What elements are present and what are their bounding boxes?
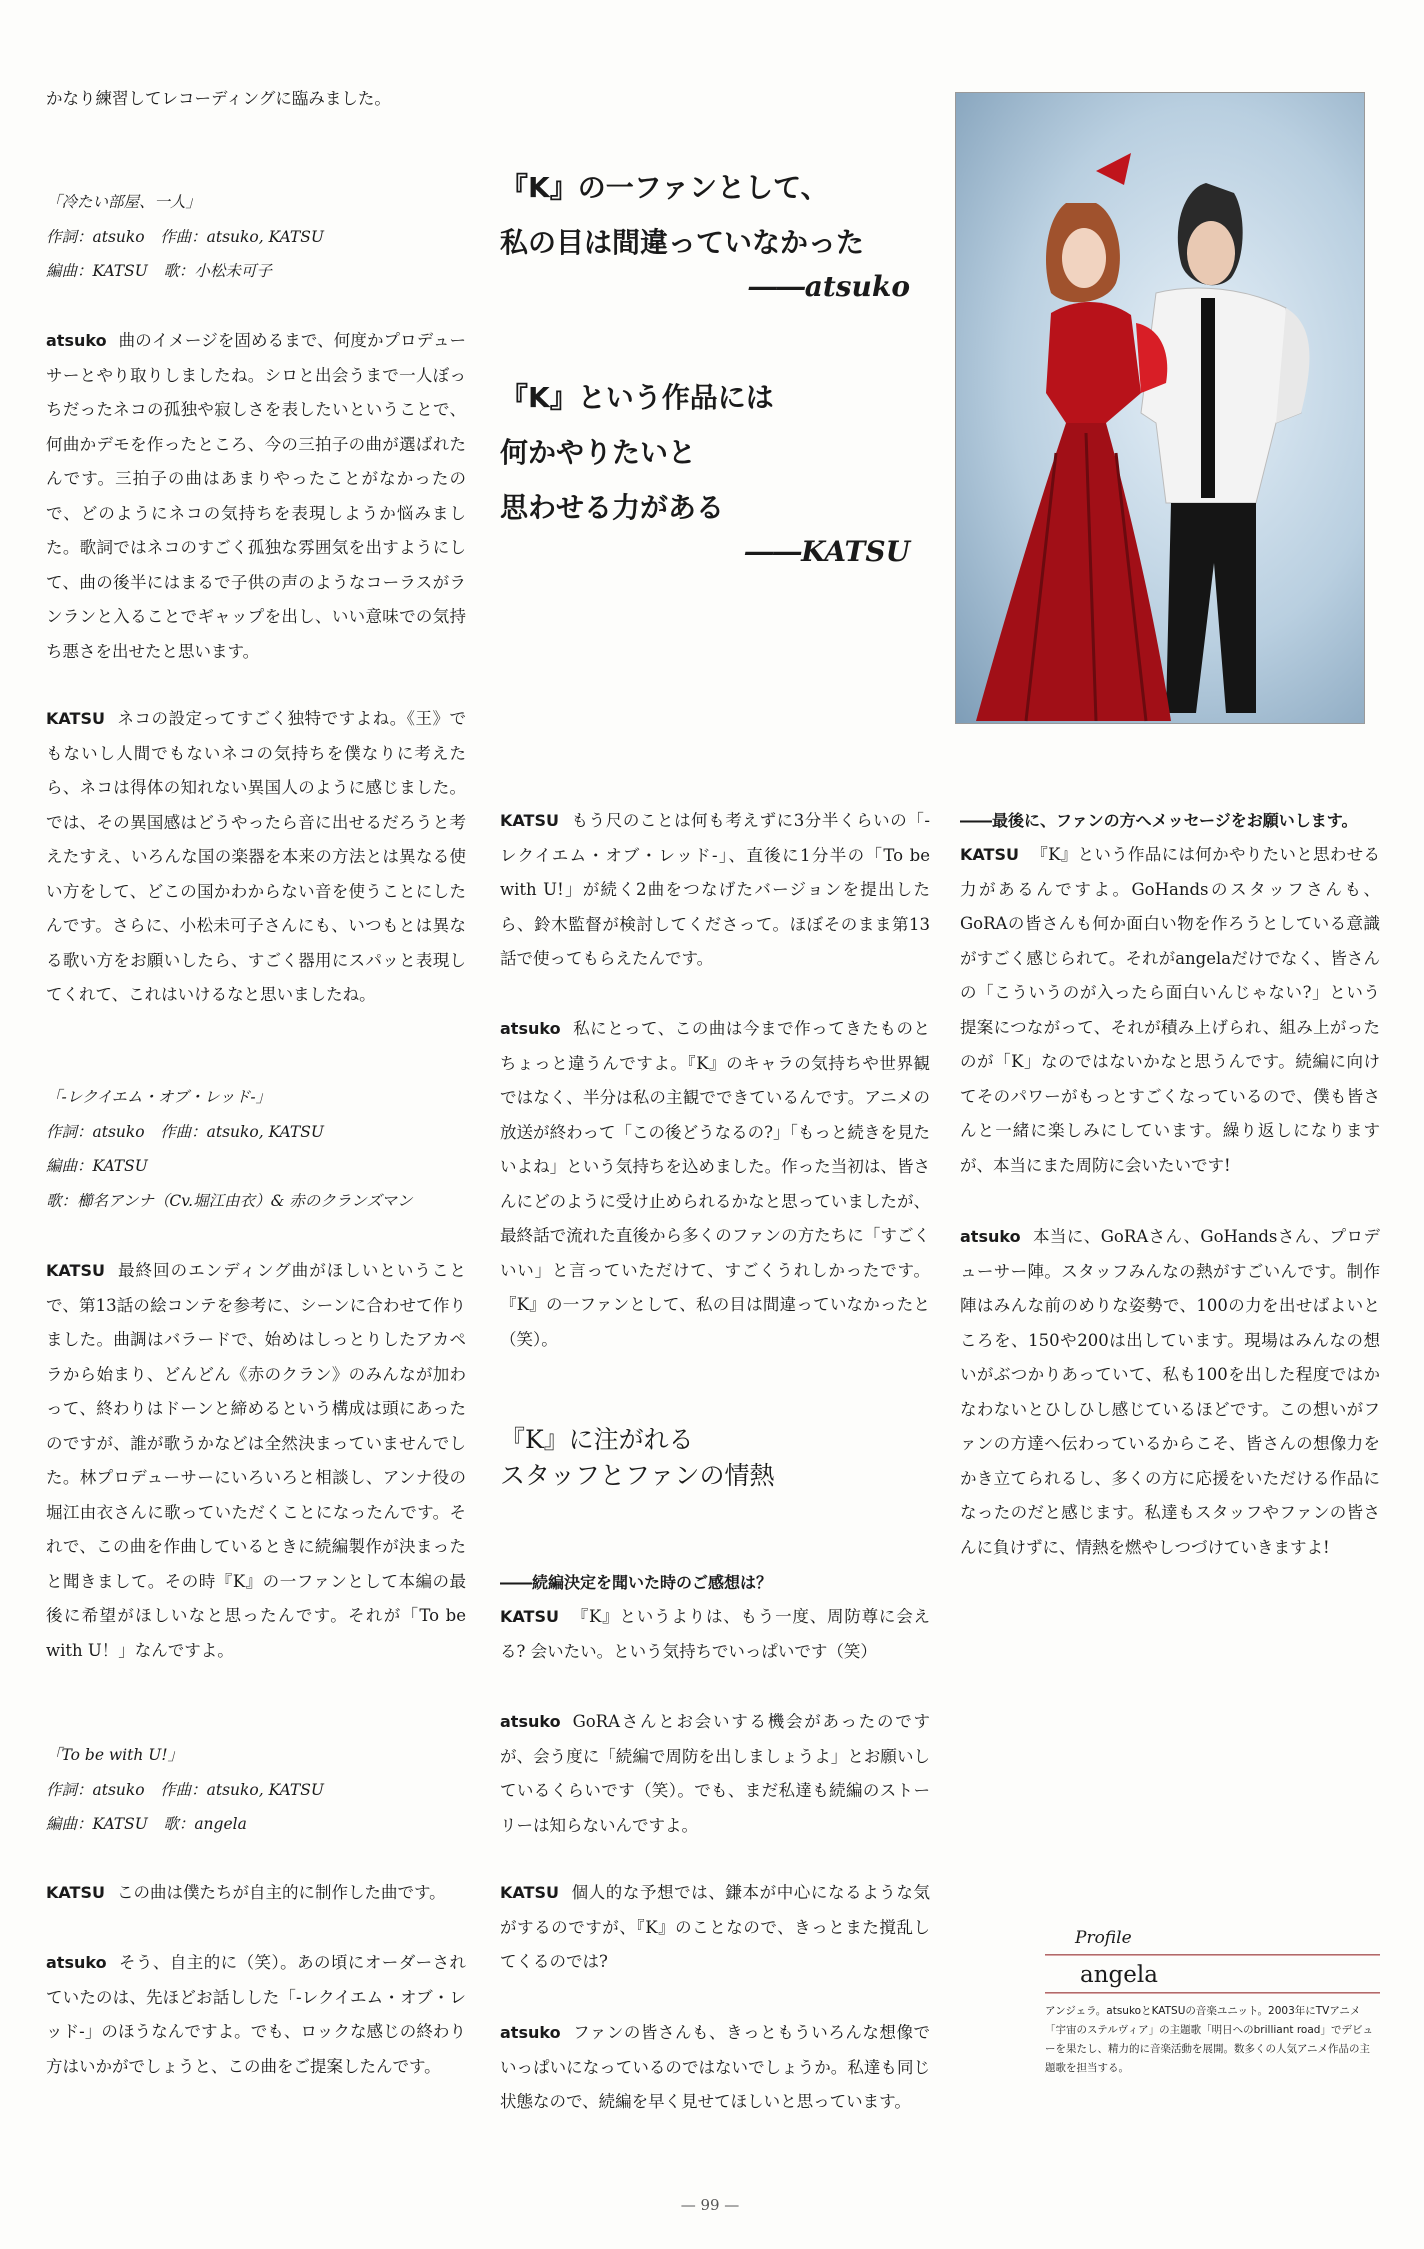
speaker-name: KATSU — [46, 1261, 105, 1280]
paragraph-text: 本当に、GoRAさん、GoHandsさん、プロデューサー陣。スタッフみんなの熱がすごいんです。制作陣はみんな前のめりな姿勢で、100の力を出せばよいところを、150や200は出しています。現場はみんなの想いがぶつかりあっていて、私も100を出した程度ではかなわないとひしひし感じているほどです。この想いがファンの方達へ伝わっているからこそ、皆さんの想像力をかき立てられるし、多くの方に応援をいただける作品になったのだと感じます。私達もスタッフやファンの皆さんに負けずに、情熱を燃やしつづけていきますよ! — [960, 1227, 1380, 1557]
song-credit-line: 編曲：KATSU — [46, 1157, 148, 1175]
profile-label: Profile — [1075, 1928, 1132, 1948]
interview-paragraph — [46, 702, 466, 1013]
song-credit-3 — [46, 1738, 466, 1842]
band-photo-illustration — [956, 93, 1364, 723]
profile-divider — [1045, 1954, 1380, 1956]
pull-quote-attribution: ――atsuko — [748, 270, 910, 303]
speaker-name: atsuko — [46, 331, 107, 350]
interview-paragraph — [500, 1876, 930, 1980]
paragraph-text: 個人的な予想では、鎌本が中心になるような気がするのですが、『K』のことなので、きっとまた撹乱してくるのでは? — [500, 1883, 930, 1971]
speaker-name: KATSU — [46, 709, 105, 728]
song-credit-line: 編曲：KATSU 歌：小松未可子 — [46, 262, 272, 280]
speaker-name: atsuko — [960, 1227, 1021, 1246]
song-credit-line: 作詞：atsuko 作曲：atsuko, KATSU — [46, 1122, 324, 1141]
pull-quote-line: 思わせる力がある — [500, 491, 725, 524]
profile-box — [1045, 1928, 1380, 2078]
profile-name: angela — [1080, 1962, 1158, 1988]
section-heading — [500, 1422, 930, 1494]
band-photo — [955, 92, 1365, 724]
interview-paragraph — [500, 804, 930, 977]
speaker-name: KATSU — [960, 845, 1019, 864]
speaker-name: KATSU — [500, 811, 559, 830]
interview-paragraph — [960, 1220, 1380, 1565]
pull-quote-line: 私の目は間違っていなかった — [500, 226, 865, 259]
interview-paragraph — [46, 1254, 466, 1668]
pull-quote-attribution: ――KATSU — [745, 535, 910, 568]
paragraph-text: 私にとって、この曲は今まで作ってきたものとちょっと違うんですよ。『K』のキャラの気持ちや世界観ではなく、半分は私の主観でできているんです。アニメの放送が終わって「この後どうなるの?」「もっと続きを見たいよね」という気持ちを込めました。作った当初は、皆さんにどのように受け止められるかなと思っていましたが、最終話で流れた直後から多くのファンの方たちに「すごくいい」と言っていただけて、すごくうれしかったです。『K』の一ファンとして、私の目は間違っていなかったと（笑）。 — [500, 1019, 930, 1349]
profile-divider — [1045, 1992, 1380, 1994]
interview-paragraph — [46, 324, 466, 669]
interview-paragraph — [500, 1600, 930, 1669]
song-title: 「冷たい部屋、一人」 — [46, 193, 202, 211]
speaker-name: atsuko — [46, 1953, 107, 1972]
interview-paragraph — [46, 1876, 466, 1911]
paragraph-text: この曲は僕たちが自主的に制作した曲です。 — [116, 1883, 446, 1902]
page-number: — 99 — — [680, 2196, 740, 2214]
paragraph-text: そう、自主的に（笑）。あの頃にオーダーされていたのは、先ほどお話しした「-レクイエム・オブ・レッド-」のほうなんですよ。でも、ロックな感じの終わり方はいかがでしょうと、この曲をご提案したんです。 — [46, 1953, 466, 2076]
interview-question: ――最後に、ファンの方へメッセージをお願いします。 — [960, 811, 1358, 830]
profile-description: アンジェラ。atsukoとKATSUの音楽ユニット。2003年にTVアニメ「宇宙のステルヴィア」の主題歌「明日へのbrilliant road」でデビューを果たし、精力的に音楽活動を展開。数多くの人気アニメ作品の主題歌を担当する。 — [1045, 2005, 1373, 2074]
paragraph-text: 『K』というよりは、もう一度、周防尊に会える? 会いたい。という気持ちでいっぱいです（笑） — [500, 1607, 930, 1661]
paragraph-text: 最終回のエンディング曲がほしいということで、第13話の絵コンテを参考に、シーンに合わせて作りました。曲調はバラードで、始めはしっとりしたアカペラから始まり、どんどん《赤のクラン》のみんなが加わって、終わりはドーンと締めるという構成は頭にあったのですが、誰が歌うかなどは全然決まっていませんでした。林プロデューサーにいろいろと相談し、アンナ役の堀江由衣さんに歌っていただくことになったんです。それで、この曲を作曲しているときに続編製作が決まったと聞きまして。その時『K』の一ファンとして本編の最後に希望がほしいなと思ったんです。それが「To be with U！」なんですよ。 — [46, 1261, 466, 1660]
intro-text: かなり練習してレコーディングに臨みました。 — [46, 89, 391, 108]
section-heading-line: スタッフとファンの情熱 — [500, 1461, 775, 1490]
speaker-name: atsuko — [500, 2023, 561, 2042]
song-credit-1 — [46, 185, 466, 289]
interview-paragraph — [500, 2016, 930, 2120]
interview-paragraph — [500, 1705, 930, 1843]
speaker-name: atsuko — [500, 1019, 561, 1038]
speaker-name: atsuko — [500, 1712, 561, 1731]
pull-quote-line: 『K』という作品には — [500, 381, 774, 414]
section-heading-line: 『K』に注がれる — [500, 1425, 694, 1454]
paragraph-text: 『K』という作品には何かやりたいと思わせる力があるんですよ。GoHandsのスタッフさんも、GoRAの皆さんも何か面白い物を作ろうとしている意識がすごく感じられて。それがangelaだけでなく、皆さんの「こういうのが入ったら面白いんじゃない?」という提案につながって、それが積み上げられ、組み上がったのが「K」なのではないかなと思うんです。続編に向けてそのパワーがもっとすごくなっているので、僕も皆さんと一緒に楽しみにしています。繰り返しになりますが、本当にまた周防に会いたいです! — [960, 845, 1380, 1175]
paragraph-text: ファンの皆さんも、きっともういろんな想像でいっぱいになっているのではないでしょうか。私達も同じ状態なので、続編を早く見せてほしいと思っています。 — [500, 2023, 930, 2111]
song-credit-line: 編曲：KATSU 歌：angela — [46, 1815, 247, 1833]
song-title: 「-レクイエム・オブ・レッド-」 — [46, 1088, 272, 1106]
song-credit-line: 歌：櫛名アンナ（Cv.堀江由衣）& 赤のクランズマン — [46, 1191, 413, 1210]
interview-paragraph — [46, 1946, 466, 2084]
interview-paragraph — [500, 1012, 930, 1357]
speaker-name: KATSU — [46, 1883, 105, 1902]
paragraph-text: GoRAさんとお会いする機会があったのですが、会う度に「続編で周防を出しましょうよ」とお願いしているくらいです（笑）。でも、まだ私達も続編のストーリーは知らないんですよ。 — [500, 1712, 930, 1835]
paragraph-text: 曲のイメージを固めるまで、何度かプロデューサーとやり取りしましたね。シロと出会うまで一人ぼっちだったネコの孤独や寂しさを表したいということで、何曲かデモを作ったところ、今の三拍子の曲が選ばれたんです。三拍子の曲はあまりやったことがなかったので、どのようにネコの気持ちを表現しようか悩みました。歌詞ではネコのすごく孤独な雰囲気を出すようにして、曲の後半にはまるで子供の声のようなコーラスがランランと入ることでギャップを出し、いい意味での気持ち悪さを出せたと思います。 — [46, 331, 466, 661]
pull-quote-line: 何かやりたいと — [500, 436, 697, 469]
speaker-name: KATSU — [500, 1883, 559, 1902]
song-credit-line: 作詞：atsuko 作曲：atsuko, KATSU — [46, 1780, 324, 1799]
song-credit-2 — [46, 1080, 466, 1218]
paragraph-text: もう尺のことは何も考えずに3分半くらいの「-レクイエム・オブ・レッド-」、直後に1分半の「To be with U!」が続く2曲をつなげたバージョンを提出したら、鈴木監督が検討してくださって。ほぼそのまま第13話で使ってもらえたんです。 — [500, 811, 930, 968]
pull-quote-atsuko — [500, 160, 910, 303]
paragraph-text: ネコの設定ってすごく独特ですよね。《王》でもないし人間でもないネコの気持ちを僕なりに考えたら、ネコは得体の知れない異国人のように感じました。では、その異国感はどうやったら音に出せるだろうと考えたすえ、いろんな国の楽器を本来の方法とは異なる使い方をして、どこの国かわからない音を使うことにしたんです。さらに、小松未可子さんにも、いつもとは異なる歌い方をお願いしたら、すごく器用にスパッと表現してくれて、これはいけるなと思いましたね。 — [46, 709, 467, 1004]
speaker-name: KATSU — [500, 1607, 559, 1626]
pull-quote-line: 『K』の一ファンとして、 — [500, 171, 829, 204]
interview-paragraph — [960, 838, 1380, 1183]
song-title: 「To be with U!」 — [46, 1746, 184, 1764]
song-credit-line: 作詞：atsuko 作曲：atsuko, KATSU — [46, 227, 324, 246]
interview-question: ――続編決定を聞いた時のご感想は？ — [500, 1573, 773, 1592]
pull-quote-katsu — [500, 370, 910, 568]
